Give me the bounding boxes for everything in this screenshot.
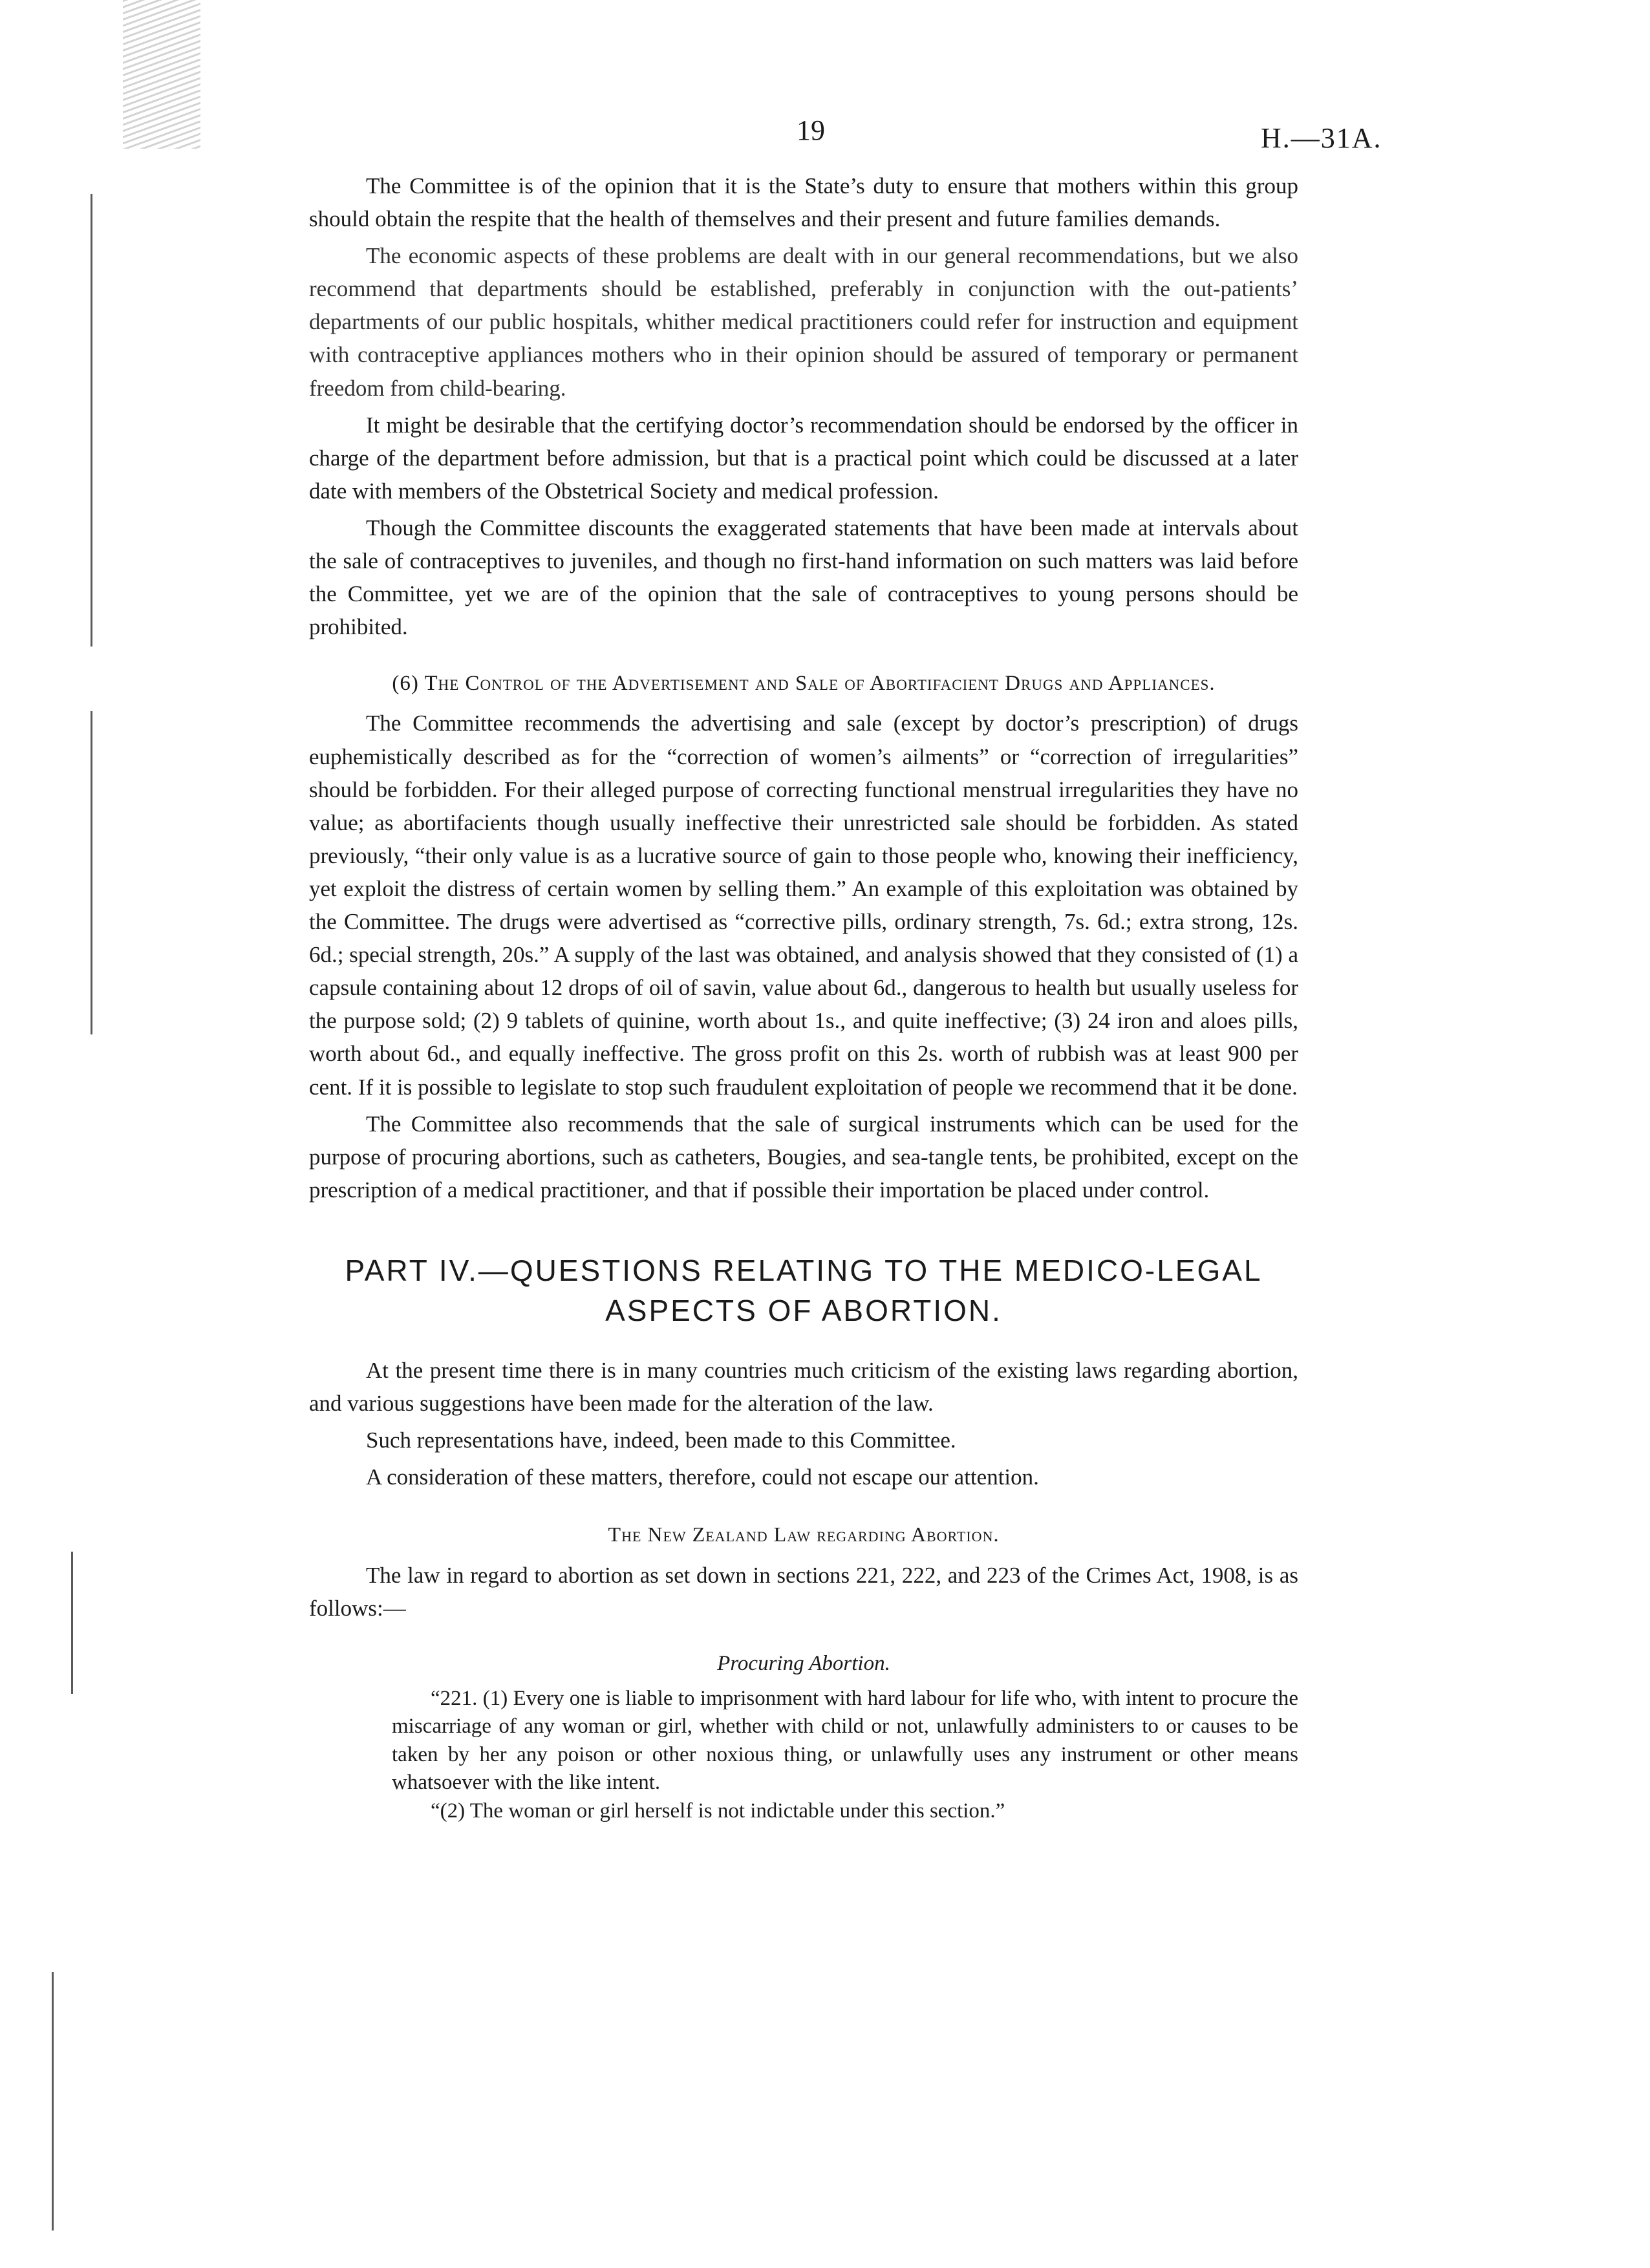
part-heading-line: ASPECTS OF ABORTION. [605,1293,1002,1327]
statute-quote: “221. (1) Every one is liable to imprisonment with hard labour for life who, with intent to procure the miscarriage of any woman or girl, whether with child or not, unlawfully administers to or causes to be taken by her any poison or other noxious thing, or unlawfully uses any instrument or other means whatsoever with the like intent. [392,1686,1298,1795]
scan-edge-speckle [123,0,200,149]
statute-quote: “(2) The woman or girl herself is not indictable under this section.” [431,1799,1005,1823]
page-number: 19 [797,114,825,146]
paragraph: The Committee also recommends that the sale of surgical instruments which can be used for the purpose of procuring abortions, such as catheters, Bougies, and sea-tangle tents, be prohibited, except on the prescription of a medical practitioner, and that if possible their importation be placed under control. [309,1111,1298,1203]
paragraph: The law in regard to abortion as set down in sections 221, 222, and 223 of the Crimes Act, 1908, is as follows:— [309,1563,1298,1621]
paragraph: It might be desirable that the certifying doctor’s recommendation should be endorsed by the officer in charge of the department before admission, but that is a practical point which could be discussed at a later date with members of the Obstetrical Society and medical profession. [309,412,1298,504]
section-heading: (6) The Control of the Advertisement and Sale of Abortifacient Drugs and Appliances. [392,672,1216,696]
subheading: Procuring Abortion. [717,1652,890,1676]
paragraph: Such representations have, indeed, been made to this Committee. [366,1428,956,1453]
paragraph: The Committee recommends the advertising and sale (except by doctor’s prescription) of drugs euphemistically described as for the “correction of women’s ailments” or “correction of irregularities” should be forbidden. For their alleged purpose of correcting functional menstrual irregularities they have no value; as abortifacients though usually ineffective their unrestricted sale should be forbidden. As stated previously, “their only value is as a lucrative source of gain to those people who, knowing their inefficiency, yet exploit the distress of certain women by selling them.” An example of this exploitation was obtained by the Committee. The drugs were advertised as “corrective pills, ordinary strength, 7s. 6d.; extra strong, 12s. 6d.; special strength, 20s.” A supply of the last was obtained, and analysis showed that they consisted of (1) a capsule containing about 12 drops of oil of savin, value about 6d., dangerous to health but usually useless for the purpose sold; (2) 9 tablets of quinine, worth about 1s., and quite ineffective; (3) 24 iron and aloes pills, worth about 6d., and equally ineffective. The gross profit on this 2s. worth of rubbish was at least 900 per cent. If it is possible to legislate to stop such fraudulent exploitation of people we recommend that it be done. [309,711,1298,1100]
margin-mark [52,1972,54,2231]
document-reference: H.—31A. [1261,122,1382,154]
paragraph: A consideration of these matters, therefore, could not escape our attention. [366,1464,1039,1490]
paragraph: At the present time there is in many countries much criticism of the existing laws regarding abortion, and various suggestions have been made for the alteration of the law. [309,1358,1298,1417]
margin-mark [91,194,92,647]
paragraph: The Committee is of the opinion that it is the State’s duty to ensure that mothers within this group should obtain the respite that the health of themselves and their present and future families demands. [309,173,1298,232]
page-body [309,169,1298,1825]
paragraph: Though the Committee discounts the exaggerated statements that have been made at intervals about the sale of contraceptives to juveniles, and though no first-hand information on such matters was laid before the Committee, yet we are of the opinion that the sale of contraceptives to young persons should be prohibited. [309,515,1298,640]
section-heading: The New Zealand Law regarding Abortion. [608,1523,1000,1546]
paragraph: The economic aspects of these problems are dealt with in our general recommendations, but we also recommend that departments should be established, preferably in conjunction with the out-patients’ departments of our public hospitals, whither medical practitioners could refer for instruction and equipment with contraceptive appliances mothers who in their opinion should be assured of temporary or permanent freedom from child-bearing. [309,243,1298,401]
part-heading-line: PART IV.—QUESTIONS RELATING TO THE MEDICO-LEGAL [345,1253,1263,1287]
margin-mark [71,1552,73,1694]
margin-mark [91,711,92,1034]
part-heading [309,1250,1298,1331]
